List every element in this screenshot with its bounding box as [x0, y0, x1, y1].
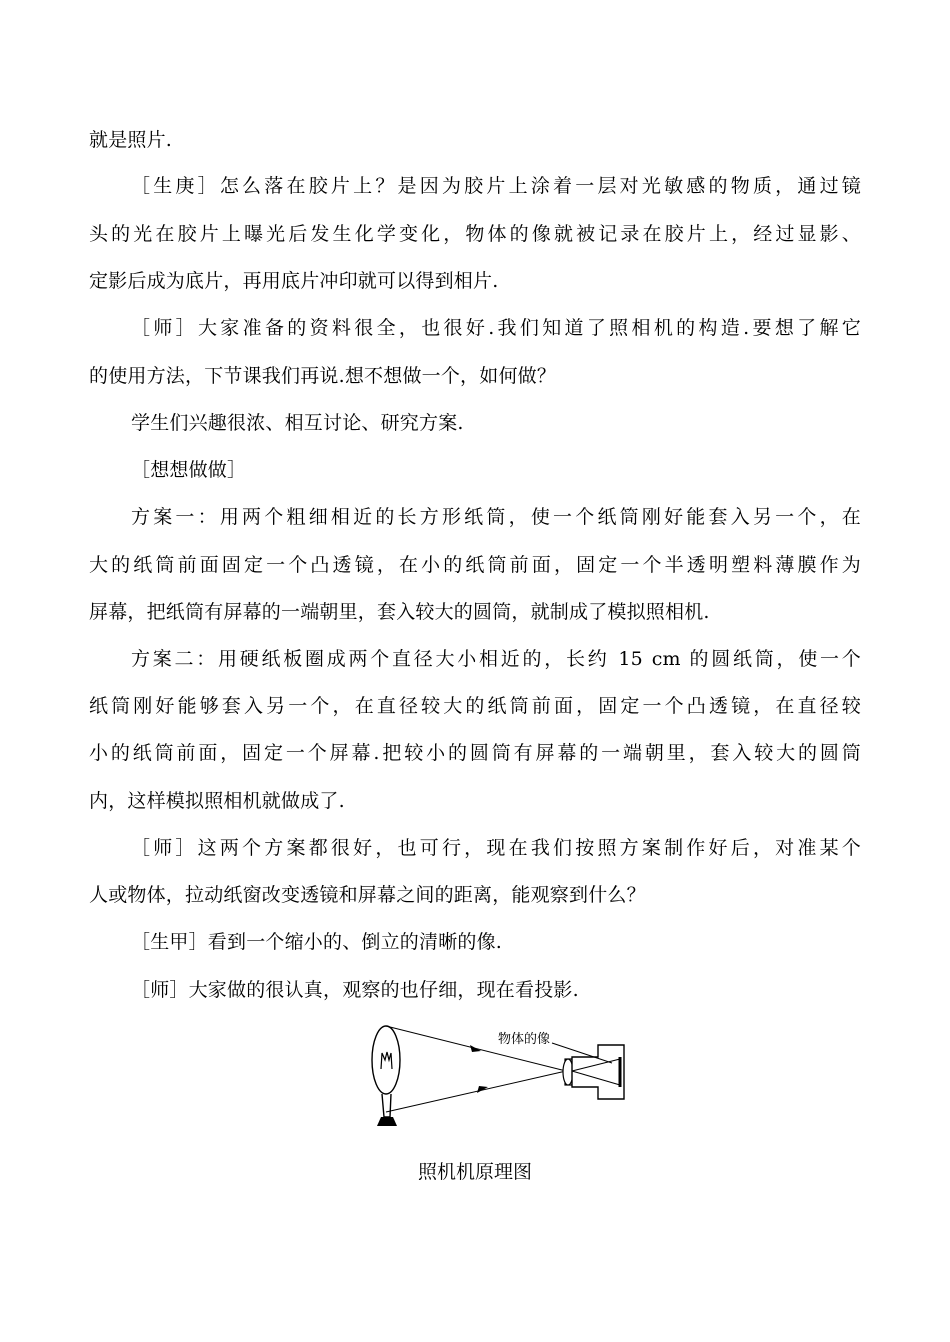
text-line-10: 大的纸筒前面固定一个凸透镜，在小的纸筒前面，固定一个半透明塑料薄膜作为 — [89, 554, 861, 576]
text-line-5: ［师］大家准备的资料很全，也很好.我们知道了照相机的构造.要想了解它 — [131, 317, 861, 339]
text-line-18: ［生甲］看到一个缩小的、倒立的清晰的像. — [131, 931, 503, 953]
text-line-4: 定影后成为底片，再用底片冲印就可以得到相片. — [89, 270, 499, 292]
text-line-1: 就是照片. — [89, 129, 173, 151]
section-heading: ［想想做做］ — [131, 459, 247, 481]
figure-caption: 照机机原理图 — [417, 1161, 532, 1183]
image-label: 物体的像 — [498, 1031, 551, 1046]
text-line-17: 人或物体，拉动纸窗改变透镜和屏幕之间的距离，能观察到什么？ — [89, 884, 646, 906]
camera-body — [572, 1045, 624, 1099]
text-line-11: 屏幕，把纸筒有屏幕的一端朝里，套入较大的圆筒，就制成了模拟照相机. — [89, 601, 710, 623]
text-line-3: 头的光在胶片上曝光后发生化学变化，物体的像就被记录在胶片上，经过显影、 — [89, 223, 861, 245]
text-line-2: ［生庚］怎么落在胶片上？是因为胶片上涂着一层对光敏感的物质，通过镜 — [131, 175, 861, 197]
text-line-16: ［师］这两个方案都很好，也可行，现在我们按照方案制作好后，对准某个 — [131, 837, 861, 859]
text-line-13: 纸筒刚好能够套入另一个，在直径较大的纸筒前面，固定一个凸透镜，在直径较 — [89, 695, 861, 717]
text-line-15: 内，这样模拟照相机就做成了. — [89, 790, 345, 812]
object-candle-stem — [382, 1094, 391, 1117]
text-line-14: 小的纸筒前面，固定一个屏幕.把较小的圆筒有屏幕的一端朝里，套入较大的圆筒 — [89, 742, 861, 764]
text-line-19: ［师］大家做的很认真，观察的也仔细，现在看投影. — [131, 979, 579, 1001]
text-line-9: 方案一：用两个粗细相近的长方形纸筒，使一个纸筒刚好能套入另一个，在 — [131, 506, 861, 528]
ray-top-arrow — [470, 1045, 481, 1052]
text-line-12: 方案二：用硬纸板圈成两个直径大小相近的，长约 15 cm 的圆纸筒，使一个 — [131, 648, 861, 670]
object-flame-outline — [372, 1026, 400, 1094]
object-candle-base — [377, 1117, 397, 1126]
object-flame-core — [381, 1052, 392, 1069]
text-line-7: 学生们兴趣很浓、相互讨论、研究方案. — [131, 412, 464, 434]
text-line-6: 的使用方法，下节课我们再说.想不想做一个，如何做？ — [89, 365, 557, 387]
camera-principle-diagram — [366, 1013, 630, 1129]
ray-bottom — [386, 1071, 566, 1112]
